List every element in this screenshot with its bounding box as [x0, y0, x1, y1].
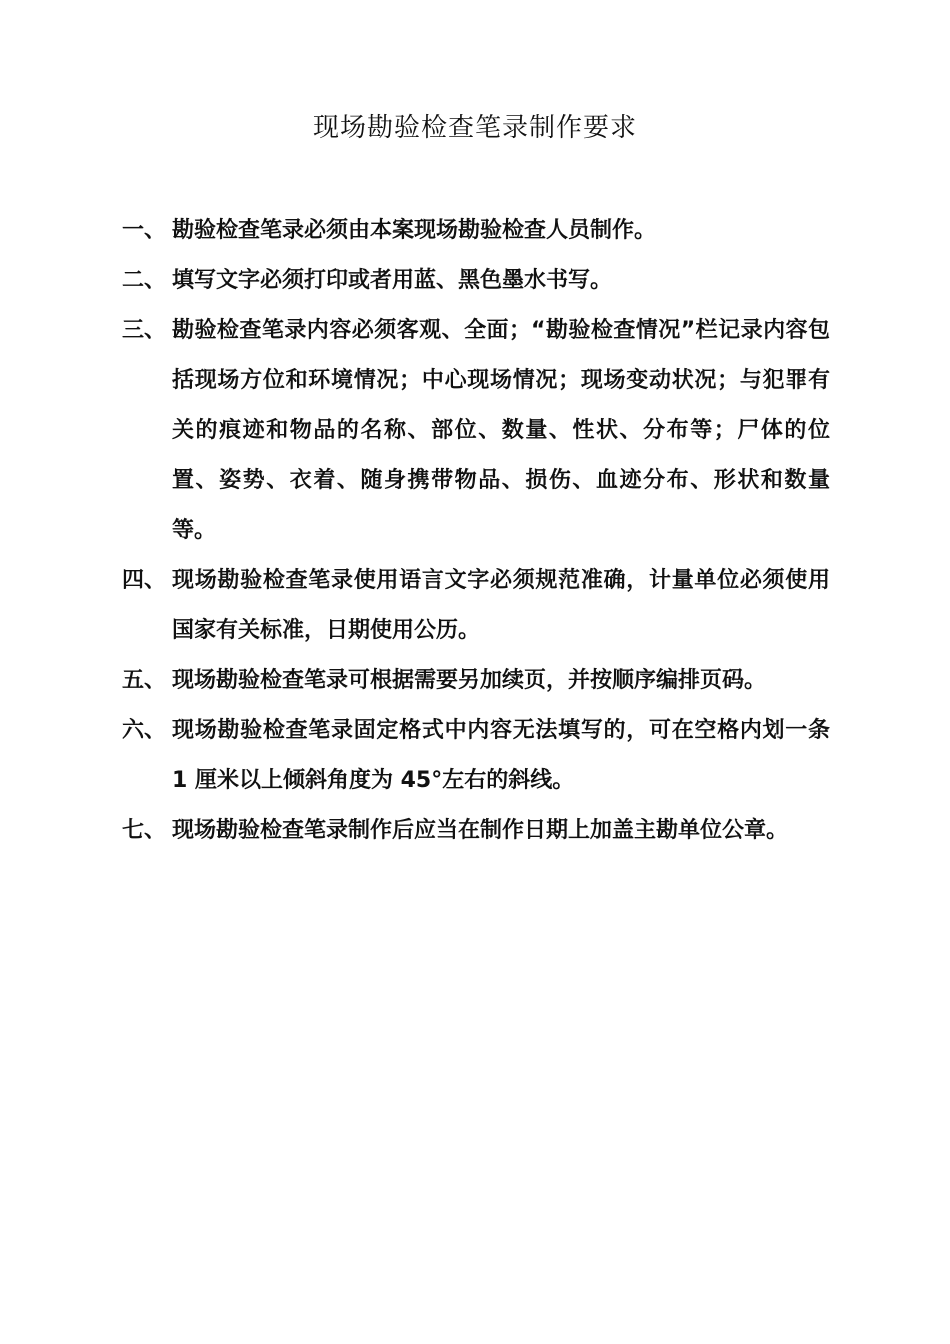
- requirement-item-7: [122, 806, 830, 856]
- requirement-item-6: [122, 706, 830, 806]
- requirement-number: 二、: [122, 268, 167, 293]
- requirement-text: 填写文字必须打印或者用蓝、黑色墨水书写。: [172, 268, 613, 293]
- requirement-number: 七、: [122, 818, 167, 843]
- requirement-text: 勘验检查笔录内容必须客观、全面；“勘验检查情况”栏记录内容包括现场方位和环境情况；中心现场情况；现场变动状况；与犯罪有关的痕迹和物品的名称、部位、数量、性状、分布等；尸体的位置、姿势、衣着、随身携带物品、损伤、血迹分布、形状和数量等。: [172, 318, 830, 543]
- requirement-text: 现场勘验检查笔录固定格式中内容无法填写的，可在空格内划一条 1 厘米以上倾斜角度为 45°左右的斜线。: [172, 718, 830, 793]
- requirement-text: 现场勘验检查笔录使用语言文字必须规范准确，计量单位必须使用国家有关标准，日期使用公历。: [172, 568, 830, 643]
- requirement-number: 六、: [122, 718, 167, 743]
- requirement-number: 四、: [122, 568, 167, 593]
- requirement-item-4: [122, 556, 830, 656]
- requirement-text: 勘验检查笔录必须由本案现场勘验检查人员制作。: [172, 218, 657, 243]
- requirement-text: 现场勘验检查笔录制作后应当在制作日期上加盖主勘单位公章。: [172, 818, 789, 843]
- requirement-item-5: [122, 656, 830, 706]
- requirements-list: [122, 206, 830, 856]
- requirement-number: 一、: [122, 218, 167, 243]
- requirement-number: 三、: [122, 318, 167, 343]
- requirement-number: 五、: [122, 668, 167, 693]
- requirement-item-3: [122, 306, 830, 556]
- document-title: 现场勘验检查笔录制作要求: [312, 113, 637, 143]
- requirement-item-2: [122, 256, 830, 306]
- requirement-text: 现场勘验检查笔录可根据需要另加续页，并按顺序编排页码。: [172, 668, 767, 693]
- requirement-item-1: [122, 206, 830, 256]
